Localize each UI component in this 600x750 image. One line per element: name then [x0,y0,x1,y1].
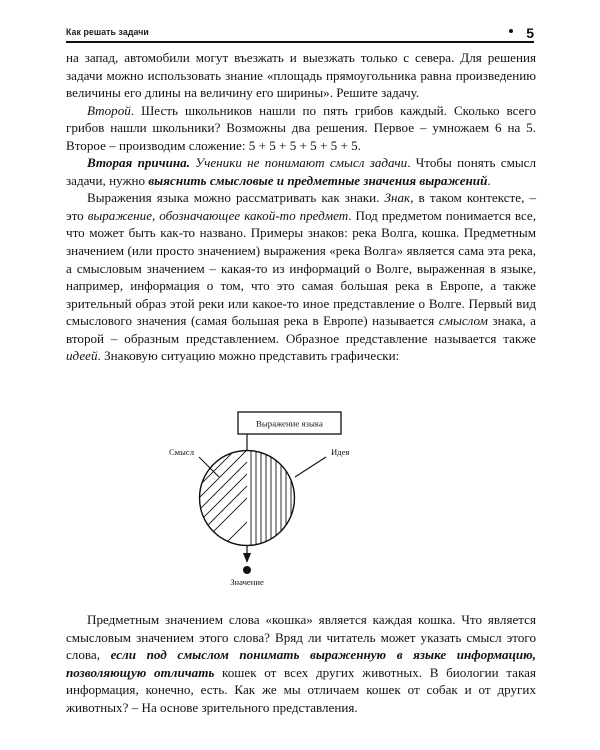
header-page-group [509,25,534,41]
leader-line-right [295,457,326,477]
text-run: на запад, автомобили могут въезжать и выезжать только с севера. Для решения задачи можно использовать знание «площадь прямоугольника равна произведению величины его длины на величину его ширины». Решите задачу. [66,50,536,101]
text-run: Выражения языка можно рассматривать как знаки. [87,190,385,206]
body-text-lower [66,611,536,716]
text-run: Знак [384,190,411,206]
diagram-box-label: Выражение языка [256,418,323,429]
header-title: Как решать задачи [66,27,149,38]
text-run: выяснить смысловые и предметные значения выражений [148,172,488,188]
value-dot-icon [243,566,251,574]
text-run: Ученики не понимают смысл задачи [189,155,408,171]
text-run: Предметным значением слова «кошка» является каждая кошка. Что является смысловым значением этого слова? Вряд ли читатель может указать смысл этого слова, [66,612,536,663]
running-header [66,25,534,41]
body-text-upper [66,49,536,365]
arrow-head-icon [243,553,251,563]
bullet-dot-icon [509,29,513,33]
diagram-label-ideya: Идея [331,447,350,457]
paragraph [66,154,536,189]
text-run: идеей [66,348,98,364]
paragraph [66,189,536,364]
text-run: , в таком контексте, – это [66,190,537,223]
text-run: . [487,172,491,188]
sign-situation-diagram [150,403,450,595]
paragraph [66,611,536,716]
text-run: . Шесть школьников нашли по пять грибов каждый. Сколько всего грибов нашли школьники? Возможны два решения. Первое – умножаем 6 на 5. Второе – производим сложение: 5 + 5 + 5 + 5 + 5 + 5. [66,102,536,153]
diagram-label-znachenie: Значение [230,577,264,587]
diagram-label-smysl: Смысл [168,447,194,457]
header-divider [66,41,534,43]
text-run: . Знаковую ситуацию можно представить графически: [97,348,400,364]
text-run: если под смыслом понимать выраженную в языке информацию, позволяющую отличать [66,647,537,680]
paragraph [66,49,536,102]
page-number: 5 [526,25,534,41]
text-run: выражение, обозначающее какой-то предмет [87,207,349,223]
text-run: . Чтобы понять смысл задачи, нужно [66,155,536,188]
text-run: Второй [87,102,131,118]
text-run: Вторая причина. [87,155,190,171]
text-run: знака, а второй – образным представлением. Образное представление называется также [66,313,536,346]
text-run: смыслом [438,313,488,329]
paragraph [66,102,536,155]
text-run: . Под предметом понимается все, что может быть как-то названо. Примеры знаков: река Волга, кошка. Предметным значением (или просто значением) выражения «река Волга» является сама эта река, а смысловым значением – какая-то из информаций о Волге, выраженная в языке, например, информация о том, что это самая большая река в Европе, а также зрительный образ этой реки или какое-то иное представление о Волге. Первый вид смыслового значения (самая большая река в Европе) называется [66,207,536,329]
text-run: кошек от всех других животных. В биологии такая информация, конечно, есть. Как же мы отличаем кошек от собак и от других животных? – На основе зрительного представления. [66,664,536,715]
